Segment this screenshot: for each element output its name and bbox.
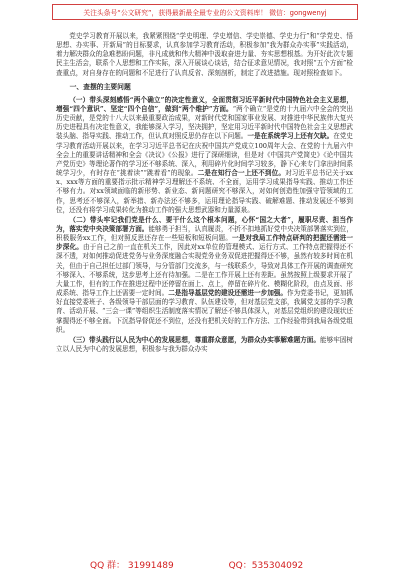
document-body — [56, 32, 353, 355]
paragraph-1-lead: （一）带头深刻感悟“两个确立”的决定性意义，全面贯彻习近平新时代中国特色社会主义思想，增强“四个意识”、坚定“四个自信”，做到“两个维护”方面。 — [56, 95, 353, 113]
promo-banner — [52, 4, 358, 20]
paragraph-1-body: “两个确立”是党的十九届六中全会的突出历史贡献，是党的十八大以来最重要政治成果，对新时代党和国家事业发展、对推进中华民族伟大复兴历史进程具有决定性意义，我能够深入学习，坚决拥护，坚定用习近平新时代中国特色社会主义思想武装头脑、指导实践、推动工作，但认真对照反思仍存在以下问题。 — [56, 104, 353, 141]
paragraph-2 — [56, 216, 353, 335]
paragraph-1 — [56, 96, 353, 215]
paragraph-3-lead: （三）带头践行以人民为中心的发展思想，尊重群众意愿，为群众办实事解难题方面。 — [69, 335, 321, 344]
intro-paragraph: 党史学习教育开展以来，我紧紧围绕“学史明理、学史增信、学史崇德、学史力行”和“学党史、悟思想、办实事、开新局”的目标要求，认真参加学习教育活动，积极参加“我为群众办实事”实践活动，着力解决群众的急难愁盼问题，非凡成就和伟大精神中汲取奋进力量、夯实思想根基。为开好此次专题民主生活会，联系个人思想和工作实际，深入开展谈心谈话，结合征求意见情况，我对照“五个方面”检查重点，对自身存在的问题和不足进行了认真反省、深刻剖析，制定了改进措施。现对照检查如下。 — [56, 32, 353, 77]
paragraph-1-lead-3: 二是在知行合一上还不到位。 — [197, 169, 286, 178]
contact-footer — [90, 558, 340, 571]
promo-banner-text: 关注头条号“公文研究”，获得最新最全最专业的公文资料库！ 微信：gongwenyj — [83, 9, 327, 17]
section-heading-problems: 一、查摆的主要问题 — [69, 82, 131, 91]
qq-group-number: QQ 群： 31991489 — [90, 561, 174, 571]
paragraph-2-body: 能够勇于担当，认真履责，不折不扣地抓好党中央决策部署落实到位，积极服务xx工作，但对照反思还存在一些短板和短板问题。 — [56, 224, 354, 243]
paragraph-1-body-2: 在党史学习教育活动开展以来，在学习习近平总书记在庆祝中国共产党成立100周年大会、在党的十九届六中全会上的重要讲话精神和全会《决议》《公报》进行了深研细读，但是对《中国共产党简史》《论中国共产党历史》等理论著作的学习还不够系统、深入，利用碎片化时间学习较多，静下心来专门拿出时间系统学习少，有时存在“挑着读”“跳着看”的现象。 — [56, 132, 354, 178]
paragraph-1-body-3: 对习近平总书记关于xxx、xxx等方面的重要指示批示精神学习理解还不系统、不全面，运用学习成果指导实践、推动工作还不够有力。对xx领域面临的新形势、新业态、新问题研究不够深入，对如何创造性加强守管领域的工作，思考还不够深入，新举措、新办法还不够多，运用理论指导实践、破解难题、推动发展还不够到位，还没有将学习成果转化为推动工作的强大思想武器和力量源泉。 — [56, 169, 354, 214]
paragraph-2-lead-2: 一是对我局工作特点研判的把握还需进一步深化。 — [56, 234, 354, 252]
paragraph-3-body: 能够牢固树立以人民为中心的发展思想，积极参与我为群众办实 — [56, 335, 354, 353]
paragraph-2-lead: （二）带头牢记我们党是什么、要干什么这个根本问题，心怀“国之大者”，履职尽责、担当作为，落实党中央决策部署方面。 — [56, 215, 353, 233]
paragraph-3 — [56, 336, 353, 354]
qq-number: QQ：535304092 — [228, 561, 304, 571]
paragraph-1-lead-2: 一是在系统学习上还有欠缺。 — [247, 132, 334, 141]
paragraph-2-lead-3: 二是指导基层党的建设还需进一步加强。 — [168, 289, 288, 298]
paragraph-2-body-3: 作为党委书记，更加抓好直接党委班子、各级领导干部层面的学习教育、队伍建设等，但对基层党支部，我属党支部的学习教育、活动开展、“三会一课”等组织生活制度落实情况了解还不够具体深入，对基层党组织的建设现状还掌握得还不够全面。下沉指导督促还不到位，还没有把机关好的工作方法、工作经验带到我局各级党组织。 — [56, 289, 354, 334]
paragraph-2-body-2: 由于自己之前一直在机关工作，因此对xx单位的管理模式、运行方式、工作特点把握得还不深不透，对如何推动促进党务与业务深度融合实现党务业务双促进把握得还不够，虽然有较多时间在机关，但由于自己担任过部门领导，与分管部门交流多，与一线联系少，导致对具体工作开展的调查研究不够深入、不够系统，这步思考上还有待加强。二是在工作开展上还有差距。虽然按照上级要求开展了大量工作，但有的工作在推进过程中还停留在面上、点上，停留在碎片化、模糊化阶段，由点及面、形成系统、指导工作上还需要一定时间。 — [56, 243, 353, 298]
